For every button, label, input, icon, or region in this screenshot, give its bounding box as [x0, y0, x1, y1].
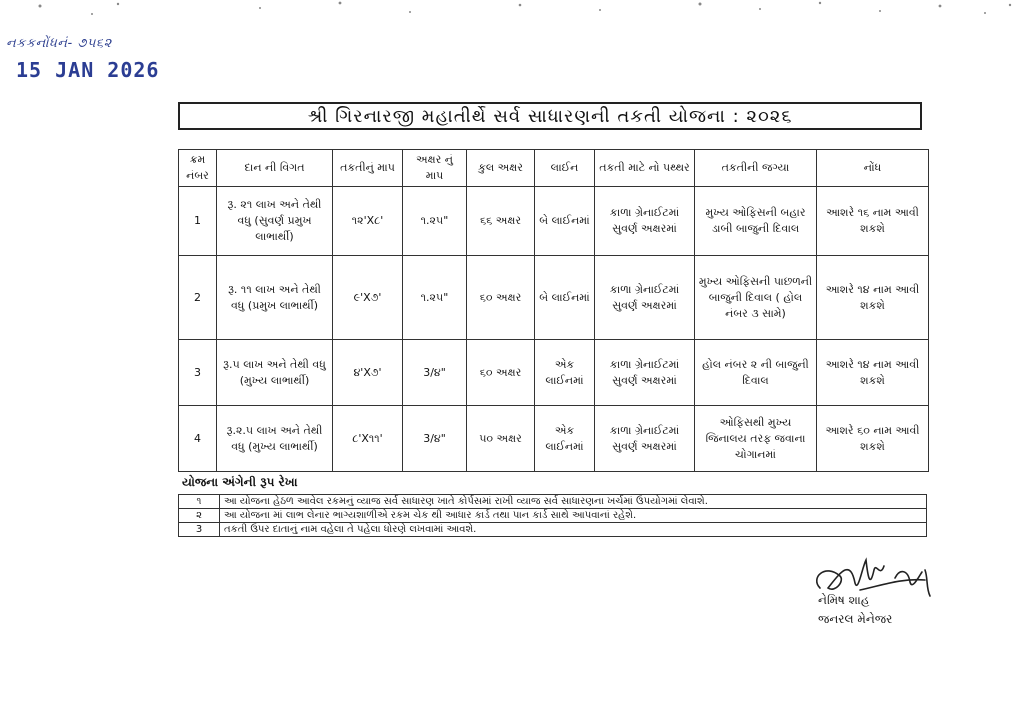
cell-stone: કાળા ગ્રેનાઈટમાં સુવર્ણ અક્ષરમાં [595, 406, 695, 472]
header-lines: લાઈન [535, 150, 595, 187]
cell-note: આશરે ૬૦ નામ આવી શકશે [817, 406, 929, 472]
cell-plaque-size: ૮'X૧૧' [333, 406, 403, 472]
cell-donation: રૂ. ૨૧ લાખ અને તેથી વધુ (સુવર્ણ પ્રમુખ લાભાર્થી) [217, 187, 333, 256]
cell-serial: 3 [179, 340, 217, 406]
cell-stone: કાળા ગ્રેનાઈટમાં સુવર્ણ અક્ષરમાં [595, 256, 695, 340]
scheme-outline-heading: યોજના અંગેની રૂપ રેખા [182, 475, 298, 489]
header-location: તકતીની જગ્યા [695, 150, 817, 187]
table-row [179, 256, 929, 340]
cell-serial: 4 [179, 406, 217, 472]
note-number: ૧ [179, 495, 220, 509]
table-row [179, 406, 929, 472]
cell-donation: રૂ.૨.૫ લાખ અને તેથી વધુ (મુખ્ય લાભાર્થી) [217, 406, 333, 472]
table-header-row [179, 150, 929, 187]
cell-serial: 2 [179, 256, 217, 340]
header-serial: ક્રમ નંબર [179, 150, 217, 187]
table-row [179, 340, 929, 406]
cell-donation: રૂ.૫ લાખ અને તેથી વધુ (મુખ્ય લાભાર્થી) [217, 340, 333, 406]
note-text: આ યોજના હેઠળ આવેલ રકમનું વ્યાજ સર્વ સાધારણ ખાતે કોર્પસમાં રાખી વ્યાજ સર્વ સાધારણના ખર્ચમાં ઉપયોગમાં લેવાશે. [220, 495, 927, 509]
header-letter-size: અક્ષર નું માપ [403, 150, 467, 187]
cell-location: મુખ્ય ઓફિસની બહાર ડાબી બાજુની દિવાલ [695, 187, 817, 256]
scheme-notes-table [178, 494, 927, 537]
note-text: આ યોજના માં લાભ લેનાર ભાગ્યશાળીએ રકમ ચેક થી આધાર કાર્ડ તથા પાન કાર્ડ સાથે આપવાનાં રહેશે. [220, 509, 927, 523]
cell-total-letters: ૬૦ અક્ષર [467, 340, 535, 406]
cell-serial: 1 [179, 187, 217, 256]
note-number: 3 [179, 523, 220, 537]
cell-location: ઓફિસથી મુખ્ય જિનાલય તરફ જવાના ચોગાનમાં [695, 406, 817, 472]
cell-total-letters: ૫૦ અક્ષર [467, 406, 535, 472]
cell-letter-size: ૧.૨૫" [403, 256, 467, 340]
cell-total-letters: ૬૬ અક્ષર [467, 187, 535, 256]
cell-location: મુખ્ય ઓફિસની પાછળની બાજુની દિવાલ ( હોલ નંબર ૩ સામે) [695, 256, 817, 340]
header-stone: તકતી માટે નો પથ્થર [595, 150, 695, 187]
date-stamp: 15 JAN 2026 [16, 58, 160, 82]
inward-number-stamp: નકકનોંધનં- ૭૫૬૨ [6, 36, 112, 51]
plaque-scheme-table [178, 149, 929, 472]
document-title: શ્રી ગિરનારજી મહાતીર્થે સર્વ સાધારણની તકતી યોજના : ૨૦૨૬ [178, 102, 922, 130]
cell-letter-size: 3/૪" [403, 340, 467, 406]
note-row [179, 523, 927, 537]
cell-donation: રૂ. ૧૧ લાખ અને તેથી વધુ (પ્રમુખ લાભાર્થી) [217, 256, 333, 340]
table-row [179, 187, 929, 256]
cell-lines: બે લાઈનમાં [535, 256, 595, 340]
signatory-name: નેમિષ શાહ [818, 593, 870, 607]
cell-stone: કાળા ગ્રેનાઈટમાં સુવર્ણ અક્ષરમાં [595, 340, 695, 406]
note-row [179, 495, 927, 509]
header-donation: દાન ની વિગત [217, 150, 333, 187]
cell-letter-size: ૧.૨૫" [403, 187, 467, 256]
header-total-letters: કુલ અક્ષર [467, 150, 535, 187]
cell-lines: એક લાઈનમાં [535, 340, 595, 406]
note-row [179, 509, 927, 523]
cell-location: હોલ નંબર ૨ ની બાજુની દિવાલ [695, 340, 817, 406]
header-plaque-size: તકતીનું માપ [333, 150, 403, 187]
note-number: ૨ [179, 509, 220, 523]
cell-plaque-size: ૪'X૭' [333, 340, 403, 406]
cell-note: આશરે ૧૪ નામ આવી શકશે [817, 256, 929, 340]
signatory-title: જનરલ મેનેજર [818, 612, 893, 626]
note-text: તકતી ઉપર દાતાનું નામ વહેલા તે પહેલા ધોરણે લખવામાં આવશે. [220, 523, 927, 537]
cell-lines: બે લાઈનમાં [535, 187, 595, 256]
cell-plaque-size: ૯'X૭' [333, 256, 403, 340]
header-note: નોંધ [817, 150, 929, 187]
cell-letter-size: 3/૪" [403, 406, 467, 472]
cell-note: આશરે ૧૪ નામ આવી શકશે [817, 340, 929, 406]
cell-stone: કાળા ગ્રેનાઈટમાં સુવર્ણ અક્ષરમાં [595, 187, 695, 256]
cell-plaque-size: ૧૨'X૮' [333, 187, 403, 256]
cell-lines: એક લાઈનમાં [535, 406, 595, 472]
cell-note: આશરે ૧૬ નામ આવી શકશે [817, 187, 929, 256]
scan-noise [0, 0, 1024, 40]
cell-total-letters: ૬૦ અક્ષર [467, 256, 535, 340]
